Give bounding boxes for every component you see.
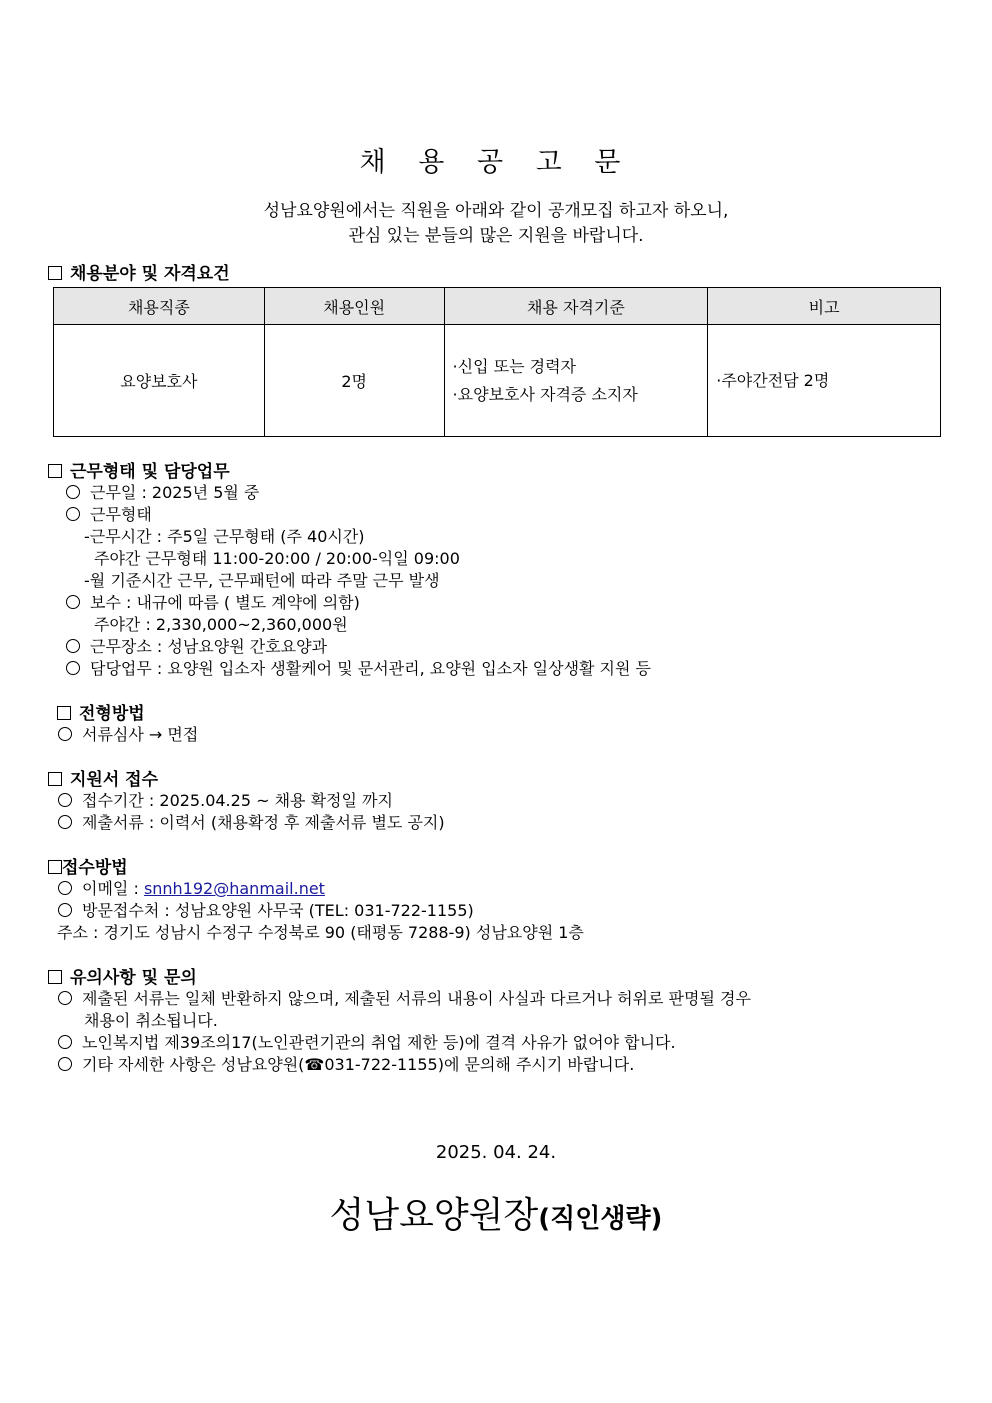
circle-bullet-icon <box>58 991 72 1005</box>
intro-line-2: 관심 있는 분들의 많은 지원을 바랍니다. <box>348 226 644 246</box>
email-link[interactable]: snnh192@hanmail.net <box>143 879 325 898</box>
intro-line-1: 성남요양원에서는 직원을 아래와 같이 공개모집 하고자 하오니, <box>263 201 729 221</box>
signature <box>0 1187 992 1238</box>
circle-bullet-icon <box>66 639 80 653</box>
checkbox-square-icon <box>48 266 62 280</box>
table-row <box>54 325 941 437</box>
method-email-line: 이메일 : snnh192@hanmail.net <box>58 876 325 899</box>
checkbox-square-icon <box>48 860 62 874</box>
work-line-9: 담당업무 : 요양원 입소자 생활케어 및 문서관리, 요양원 입소자 일상생활 지원 등 <box>66 656 651 679</box>
work-line-7: 주야간 : 2,330,000~2,360,000원 <box>94 615 348 634</box>
notice-line-1: 제출된 서류는 일체 반환하지 않으며, 제출된 서류의 내용이 사실과 다르거나 허위로 판명될 경우 <box>58 986 751 1009</box>
signature-name: 성남요양원장 <box>329 1195 539 1236</box>
method-address-line: 주소 : 경기도 성남시 수정구 수정북로 90 (태평동 7288-9) 성남요양원 1층 <box>57 923 584 942</box>
checkbox-square-icon <box>48 970 62 984</box>
recruitment-table <box>53 287 941 437</box>
work-line-2: 근무형태 <box>66 502 152 525</box>
checkbox-square-icon <box>57 706 71 720</box>
criteria-line-2: ·요양보호사 자격증 소지자 <box>452 384 638 404</box>
work-line-8: 근무장소 : 성남요양원 간호요양과 <box>66 634 327 657</box>
section-heading-method: 접수방법 <box>48 853 128 878</box>
notice-line-3: 기타 자세한 사항은 성남요양원(☎031-722-1155)에 문의해 주시기 바랍니다. <box>58 1052 634 1075</box>
cell-criteria <box>444 325 708 437</box>
signature-seal-note: (직인생략) <box>538 1204 663 1234</box>
checkbox-square-icon <box>48 772 62 786</box>
circle-bullet-icon <box>58 1057 72 1071</box>
section-heading-selection: 전형방법 <box>57 699 145 724</box>
table-header-row <box>54 288 941 325</box>
document-title: 채 용 공 고 문 <box>359 147 633 178</box>
circle-bullet-icon <box>58 881 72 895</box>
circle-bullet-icon <box>58 1035 72 1049</box>
notice-line-1-cont: 채용이 취소됩니다. <box>84 1011 218 1030</box>
circle-bullet-icon <box>58 727 72 741</box>
notice-line-2: 노인복지법 제39조의17(노인관련기관의 취업 제한 등)에 결격 사유가 없어야 합니다. <box>58 1030 676 1053</box>
work-line-1: 근무일 : 2025년 5월 중 <box>66 480 259 503</box>
circle-bullet-icon <box>66 485 80 499</box>
work-line-4: 주야간 근무형태 11:00-20:00 / 20:00-익일 09:00 <box>94 549 460 568</box>
circle-bullet-icon <box>66 661 80 675</box>
application-line-1: 접수기간 : 2025.04.25 ~ 채용 확정일 까지 <box>58 788 393 811</box>
application-line-2: 제출서류 : 이력서 (채용확정 후 제출서류 별도 공지) <box>58 810 445 833</box>
cell-job: 요양보호사 <box>54 325 265 437</box>
section-heading-notice: 유의사항 및 문의 <box>48 963 197 988</box>
criteria-line-1: ·신입 또는 경력자 <box>452 356 576 376</box>
circle-bullet-icon <box>66 507 80 521</box>
circle-bullet-icon <box>58 815 72 829</box>
method-visit-line: 방문접수처 : 성남요양원 사무국 (TEL: 031-722-1155) <box>58 898 474 921</box>
table-header-count: 채용인원 <box>264 288 444 325</box>
table-header-note: 비고 <box>708 288 941 325</box>
table-header-job: 채용직종 <box>54 288 265 325</box>
document-date: 2025. 04. 24. <box>435 1142 557 1163</box>
checkbox-square-icon <box>48 464 62 478</box>
circle-bullet-icon <box>58 793 72 807</box>
section-heading-work: 근무형태 및 담당업무 <box>48 457 230 482</box>
table-header-criteria: 채용 자격기준 <box>444 288 708 325</box>
selection-line-1: 서류심사 → 면접 <box>58 722 198 745</box>
work-line-3: -근무시간 : 주5일 근무형태 (주 40시간) <box>84 527 365 546</box>
section-heading-recruitment: 채용분야 및 자격요건 <box>48 259 230 284</box>
circle-bullet-icon <box>58 903 72 917</box>
circle-bullet-icon <box>66 595 80 609</box>
work-line-5: -월 기준시간 근무, 근무패턴에 따라 주말 근무 발생 <box>84 571 440 590</box>
cell-count: 2명 <box>264 325 444 437</box>
section-heading-application: 지원서 접수 <box>48 765 158 790</box>
work-line-6: 보수 : 내규에 따름 ( 별도 계약에 의함) <box>66 590 360 613</box>
cell-note: ·주야간전담 2명 <box>708 325 941 437</box>
